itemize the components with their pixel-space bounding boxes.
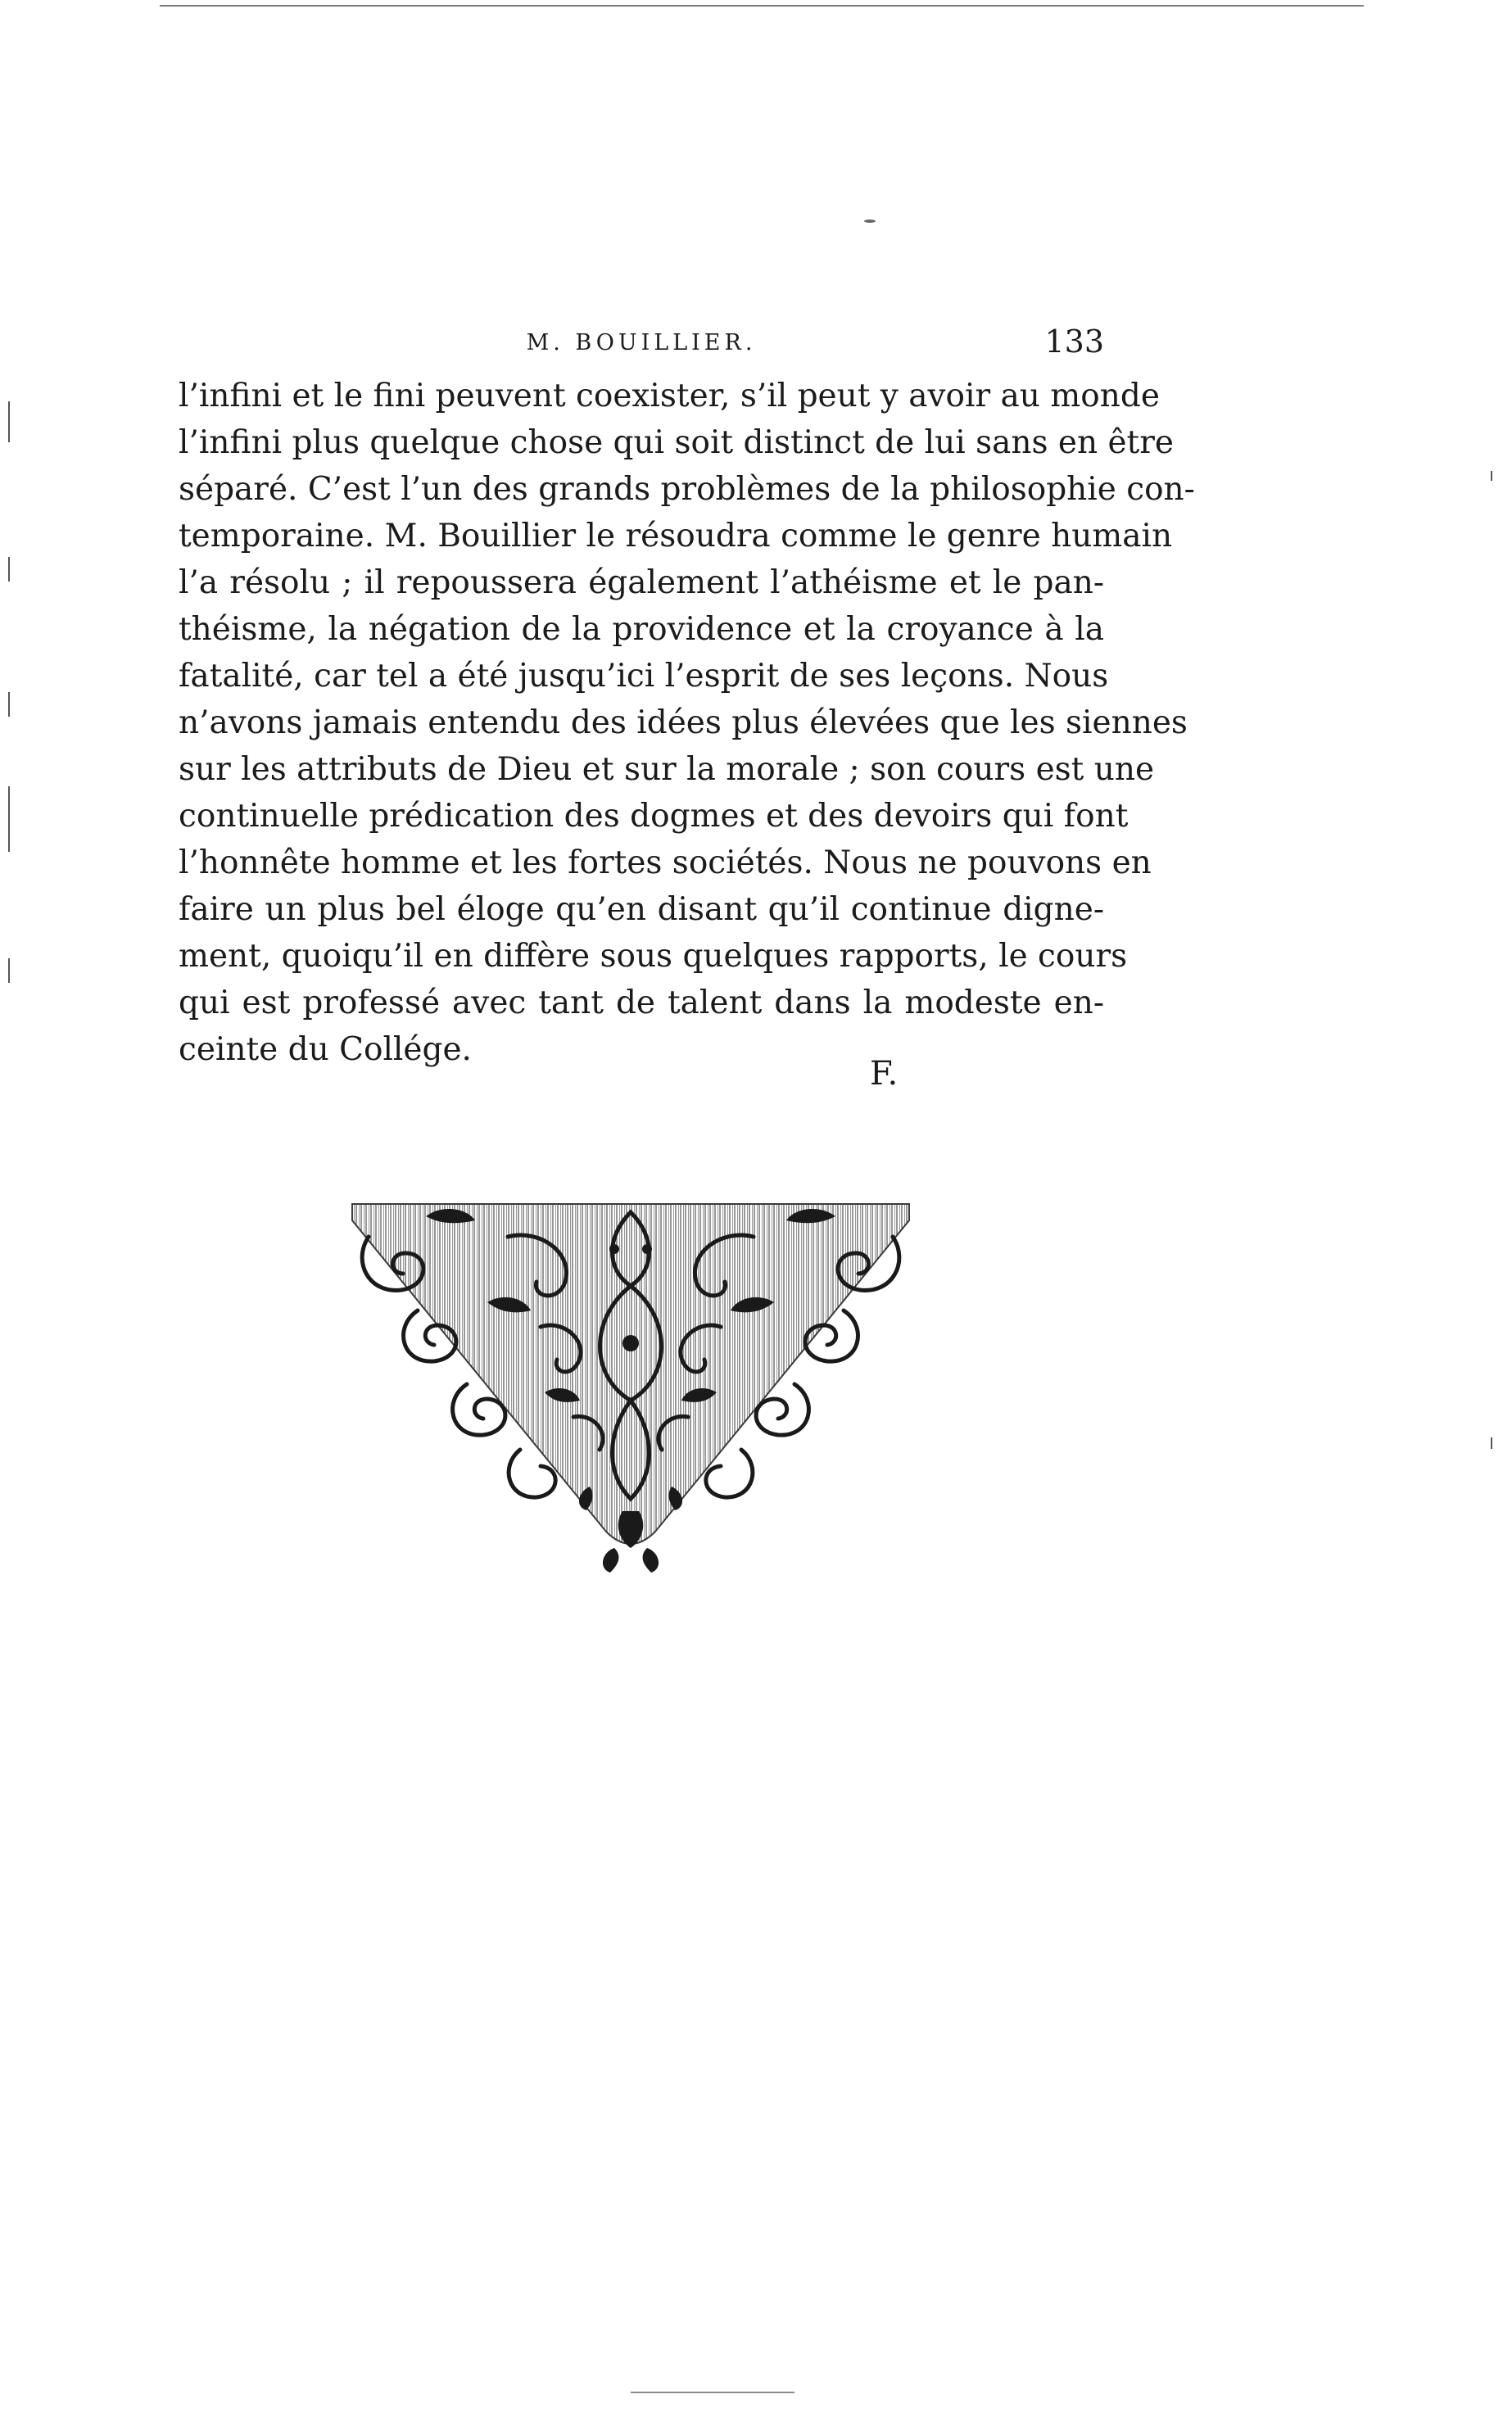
margin-mark	[8, 557, 10, 582]
text-line: l’a résolu ; il repoussera également l’athéisme et le pan-	[179, 564, 1104, 601]
running-head: M. BOUILLIER.	[526, 330, 757, 355]
text-line: qui est professé avec tant de talent dans la modeste en-	[179, 984, 1104, 1021]
page-number: 133	[1044, 324, 1104, 360]
text-line: théisme, la négation de la providence et la croyance à la	[179, 611, 1104, 648]
margin-mark	[8, 786, 10, 852]
margin-mark	[1491, 471, 1492, 481]
margin-mark	[1491, 1437, 1492, 1449]
text-line: faire un plus bel éloge qu’en disant qu’il continue digne-	[179, 891, 1104, 928]
arabesque-tailpiece-icon	[344, 1188, 917, 1589]
hatched-ground	[352, 1204, 909, 1544]
body-paragraph	[179, 373, 1195, 1073]
text-line: l’honnête homme et les fortes sociétés. Nous ne pouvons en	[179, 844, 1152, 881]
bottom-scan-rule	[631, 2392, 794, 2393]
text-line: ment, quoiqu’il en diffère sous quelques rapports, le cours	[179, 938, 1128, 975]
speck	[864, 220, 876, 223]
margin-mark	[8, 401, 10, 442]
text-line: séparé. C’est l’un des grands problèmes de la philosophie con-	[179, 471, 1195, 508]
text-line: continuelle prédication des dogmes et des devoirs qui font	[179, 798, 1129, 835]
text-line: fatalité, car tel a été jusqu’ici l’esprit de ses leçons. Nous	[179, 658, 1109, 695]
author-signature: F.	[870, 1055, 899, 1093]
text-line: ceinte du Collége.	[179, 1031, 472, 1068]
page-header	[179, 324, 1104, 373]
margin-mark	[8, 692, 10, 717]
text-line: n’avons jamais entendu des idées plus élevées que les siennes	[179, 704, 1188, 741]
text-line: l’infini et le fini peuvent coexister, s’il peut y avoir au monde	[179, 378, 1160, 414]
margin-mark	[8, 958, 10, 983]
text-line: sur les attributs de Dieu et sur la morale ; son cours est une	[179, 751, 1155, 788]
text-line: l’infini plus quelque chose qui soit distinct de lui sans en être	[179, 424, 1174, 461]
top-scan-rule	[160, 5, 1364, 7]
text-line: temporaine. M. Bouillier le résoudra comme le genre humain	[179, 518, 1173, 554]
